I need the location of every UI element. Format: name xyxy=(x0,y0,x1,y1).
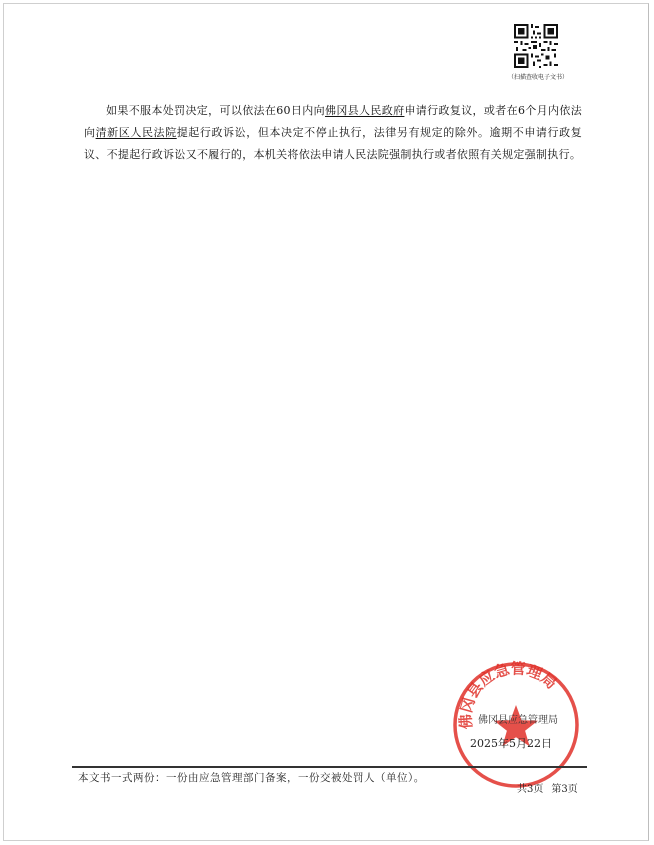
appeal-text-part-1: 如果不服本处罚决定，可以依法在60日内向 xyxy=(106,104,325,117)
page-number xyxy=(517,780,578,795)
litigation-court: 清新区人民法院 xyxy=(95,126,177,139)
seal-text: 佛冈县应急管理局 xyxy=(456,660,561,730)
footer-divider xyxy=(72,766,587,768)
copies-note: 本文书一式两份：一份由应急管理部门备案，一份交被处罚人（单位）。 xyxy=(78,772,425,784)
appeal-paragraph xyxy=(84,100,582,166)
qr-code[interactable] xyxy=(514,24,558,68)
appeal-text-part-3: 提起行政诉讼，但本决定不停止执行，法律另有规定的除外。逾期不申请行政复议、不提起行政诉讼又不履行的，本机关将依法申请人民法院强制执行或者依照有关规定强制执行。 xyxy=(84,126,582,161)
appeal-notice xyxy=(84,100,582,166)
issue-date: 2025年5月22日 xyxy=(470,737,552,750)
qr-caption: （扫描查收电子文书） xyxy=(507,74,568,81)
review-authority: 佛冈县人民政府 xyxy=(324,104,405,117)
total-pages: 共3页 xyxy=(517,784,544,795)
current-page: 第3页 xyxy=(551,784,578,795)
appeal-text-part-2: 申请行政复议，或者在6个月内依法向 xyxy=(84,104,582,139)
document-page xyxy=(3,3,649,841)
issuing-authority: 佛冈县应急管理局 xyxy=(478,715,558,726)
